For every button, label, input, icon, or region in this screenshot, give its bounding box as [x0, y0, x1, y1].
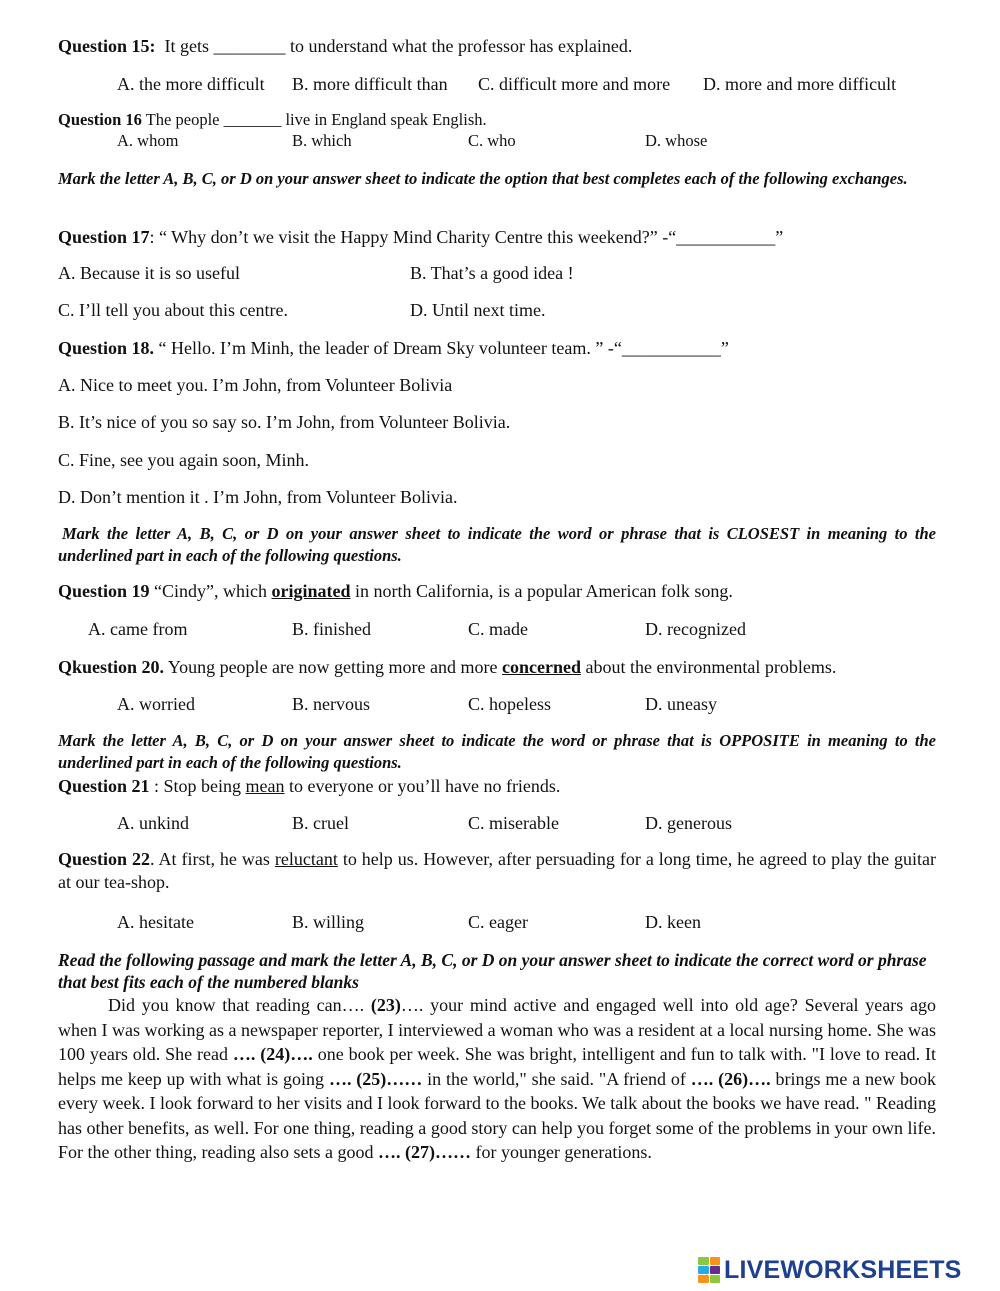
- liveworksheets-logo: [698, 1255, 962, 1285]
- instruction-closest: Mark the letter A, B, C, or D on your answer sheet to indicate the word or phrase that is CLOSEST in meaning to the underlined part in each of the following questions.: [58, 524, 936, 565]
- underlined-word: originated: [271, 581, 351, 601]
- question-text: The people _______ live in England speak English.: [145, 110, 487, 129]
- passage-text: Did you know that reading can….: [108, 995, 365, 1015]
- option-b[interactable]: B. That’s a good idea !: [410, 263, 574, 283]
- question-label: Question 17: [58, 227, 150, 247]
- option-a[interactable]: A. the more difficult: [117, 74, 265, 94]
- option-b[interactable]: B. which: [292, 131, 352, 150]
- question-17: [58, 226, 783, 248]
- reading-passage: [58, 993, 936, 1165]
- instruction-exchanges: Mark the letter A, B, C, or D on your answer sheet to indicate the option that best completes each of the following exchanges.: [58, 169, 908, 188]
- question-20: [58, 656, 836, 678]
- blank-23[interactable]: (23): [370, 995, 401, 1015]
- option-b[interactable]: B. nervous: [292, 694, 370, 714]
- passage-text: brings me a new book every week. I look forward to her visits and I look forward to the books. We talk about the books we have read. " Reading has other benefits, as well. For one thing, reading a good story can help you forget some of the problems in your own life. For the other thing, reading also sets a good: [58, 1068, 936, 1162]
- blank-24[interactable]: …. (24)….: [232, 1044, 313, 1064]
- option-b[interactable]: B. willing: [292, 912, 365, 932]
- underlined-word: mean: [245, 776, 285, 796]
- question-text: in north California, is a popular American folk song.: [355, 581, 733, 601]
- option-d[interactable]: D. more and more difficult: [703, 74, 897, 94]
- question-text: about the environmental problems.: [585, 657, 837, 677]
- option-d[interactable]: D. Don’t mention it . I’m John, from Volunteer Bolivia.: [58, 487, 458, 507]
- underlined-word: reluctant: [274, 849, 338, 869]
- option-c[interactable]: C. hopeless: [468, 694, 551, 714]
- question-text: : “ Why don’t we visit the Happy Mind Charity Centre this weekend?” -“___________”: [149, 227, 784, 247]
- question-label: Question 18.: [58, 338, 155, 358]
- blank-26[interactable]: …. (26)….: [690, 1068, 771, 1089]
- question-text: to everyone or you’ll have no friends.: [289, 776, 561, 796]
- option-c[interactable]: C. miserable: [468, 813, 559, 833]
- option-c[interactable]: C. difficult more and more: [478, 74, 671, 94]
- option-a[interactable]: A. Because it is so useful: [58, 263, 240, 283]
- option-b[interactable]: B. It’s nice of you so say so. I’m John, from Volunteer Bolivia.: [58, 412, 511, 432]
- option-d[interactable]: D. whose: [645, 131, 708, 150]
- option-a[interactable]: A. hesitate: [117, 912, 194, 932]
- question-19: [58, 580, 733, 602]
- passage-text: one book per week. She was bright, intelligent and fun to talk with. "I love to read. It helps me keep up with what is going: [58, 1044, 937, 1089]
- option-c[interactable]: C. who: [468, 131, 516, 150]
- question-text: “ Hello. I’m Minh, the leader of Dream Sky volunteer team. ” -“___________”: [158, 338, 729, 358]
- question-label: Question 22: [58, 849, 150, 869]
- question-text: to help us. However, after persuading for a long time, he agreed to play the guitar at our tea-shop.: [58, 849, 937, 892]
- question-text: “Cindy”, which: [154, 581, 267, 601]
- question-text: Young people are now getting more and more: [167, 657, 498, 677]
- question-18: [58, 337, 729, 359]
- option-d[interactable]: D. Until next time.: [410, 300, 546, 320]
- question-label: Question 21: [58, 776, 150, 796]
- option-c[interactable]: C. eager: [468, 912, 528, 932]
- question-15: [58, 35, 632, 57]
- option-b[interactable]: B. more difficult than: [292, 74, 448, 94]
- question-label: Question 15:: [58, 36, 156, 56]
- question-16: [58, 110, 487, 130]
- question-label: Question 19: [58, 581, 150, 601]
- option-d[interactable]: D. recognized: [645, 619, 746, 639]
- option-a[interactable]: A. worried: [117, 694, 195, 714]
- option-d[interactable]: D. generous: [645, 813, 732, 833]
- option-a[interactable]: A. whom: [117, 131, 179, 150]
- blank-25[interactable]: …. (25)……: [328, 1068, 423, 1089]
- question-22: [58, 848, 936, 894]
- question-text: It gets ________ to understand what the professor has explained.: [164, 36, 633, 56]
- passage-text: for younger generations.: [475, 1142, 652, 1162]
- option-c[interactable]: C. Fine, see you again soon, Minh.: [58, 450, 309, 470]
- question-text: . At first, he was: [150, 849, 270, 869]
- option-d[interactable]: D. keen: [645, 912, 701, 932]
- option-a[interactable]: A. Nice to meet you. I’m John, from Volunteer Bolivia: [58, 375, 453, 395]
- passage-text: …. your mind active and engaged well into old age? Several years ago when I was working as a newspaper reporter, I interviewed a woman who was a resident at a local nursing home. She was 100 years old. She read: [58, 995, 937, 1064]
- question-21: [58, 775, 560, 797]
- option-b[interactable]: B. finished: [292, 619, 371, 639]
- option-b[interactable]: B. cruel: [292, 813, 349, 833]
- question-label: Qkuestion 20.: [58, 657, 165, 677]
- question-label: Question 16: [58, 110, 142, 129]
- logo-text: LIVEWORKSHEETS: [724, 1255, 962, 1284]
- blank-27[interactable]: …. (27)……: [377, 1142, 471, 1162]
- question-text: : Stop being: [154, 776, 242, 796]
- instruction-passage: Read the following passage and mark the letter A, B, C, or D on your answer sheet to indicate the correct word or phrase that best fits each of the numbered blanks: [58, 950, 927, 992]
- passage-text: in the world," she said. "A friend of: [427, 1068, 686, 1089]
- option-a[interactable]: A. unkind: [117, 813, 189, 833]
- option-a[interactable]: A. came from: [88, 619, 188, 639]
- option-c[interactable]: C. I’ll tell you about this centre.: [58, 300, 288, 320]
- instruction-opposite: Mark the letter A, B, C, or D on your answer sheet to indicate the word or phrase that is OPPOSITE in meaning to the underlined part in each of the following questions.: [58, 731, 936, 772]
- option-d[interactable]: D. uneasy: [645, 694, 717, 714]
- liveworksheets-logo-icon: [698, 1257, 720, 1283]
- underlined-word: concerned: [501, 657, 581, 677]
- option-c[interactable]: C. made: [468, 619, 528, 639]
